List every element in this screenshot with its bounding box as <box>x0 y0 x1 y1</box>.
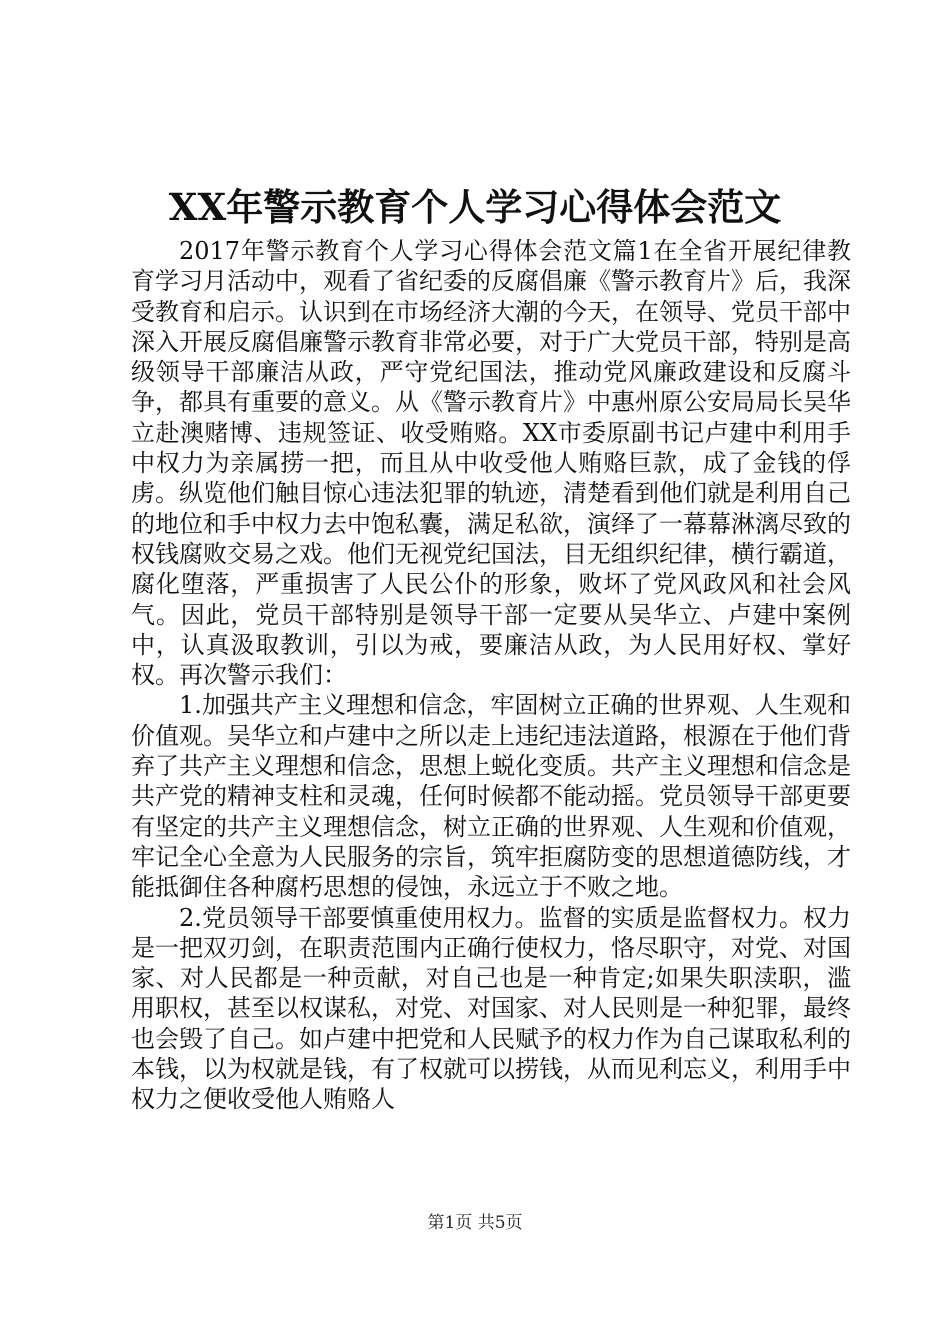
page-footer: 第1页 共5页 <box>427 1213 523 1233</box>
document-body <box>131 236 851 1115</box>
document-title: XX年警示教育个人学习心得体会范文 <box>168 185 782 229</box>
paragraph-intro: 2017年警示教育个人学习心得体会范文篇1在全省开展纪律教育学习月活动中，观看了省纪委的反腐倡廉《警示教育片》后，我深受教育和启示。认识到在市场经济大潮的今天，在领导、党员干部中深入开展反腐倡廉警示教育非常必要，对于广大党员干部，特别是高级领导干部廉洁从政，严守党纪国法，推动党风廉政建设和反腐斗争，都具有重要的意义。从《警示教育片》中惠州原公安局局长吴华立赴澳赌博、违规签证、收受贿赂。XX市委原副书记卢建中利用手中权力为亲属捞一把，而且从中收受他人贿赂巨款，成了金钱的俘虏。纵览他们触目惊心违法犯罪的轨迹，清楚看到他们就是利用自己的地位和手中权力去中饱私囊，满足私欲，演绎了一幕幕淋漓尽致的权钱腐败交易之戏。他们无视党纪国法，目无组织纪律，横行霸道，腐化堕落，严重损害了人民公仆的形象，败坏了党风政风和社会风气。因此，党员干部特别是领导干部一定要从吴华立、卢建中案例中，认真汲取教训，引以为戒，要廉洁从政，为人民用好权、掌好权。再次警示我们： <box>131 237 851 690</box>
paragraph-point-2: 2.党员领导干部要慎重使用权力。监督的实质是监督权力。权力是一把双刃剑，在职责范围内正确行使权力，恪尽职守，对党、对国家、对人民都是一种贡献，对自己也是一种肯定;如果失职渎职，滥用职权，甚至以权谋私，对党、对国家、对人民则是一种犯罪，最终也会毁了自己。如卢建中把党和人民赋予的权力作为自己谋取私利的本钱，以为权就是钱，有了权就可以捞钱，从而见利忘义，利用手中权力之便收受他人贿赂人 <box>131 903 851 1114</box>
paragraph-point-1: 1.加强共产主义理想和信念，牢固树立正确的世界观、人生观和价值观。吴华立和卢建中之所以走上违纪违法道路，根源在于他们背弃了共产主义理想和信念，思想上蜕化变质。共产主义理想和信念是共产党的精神支柱和灵魂，任何时候都不能动摇。党员领导干部更要有坚定的共产主义理想信念，树立正确的世界观、人生观和价值观，牢记全心全意为人民服务的宗旨，筑牢拒腐防变的思想道德防线，才能抵御住各种腐朽思想的侵蚀，永远立于不败之地。 <box>131 691 851 902</box>
